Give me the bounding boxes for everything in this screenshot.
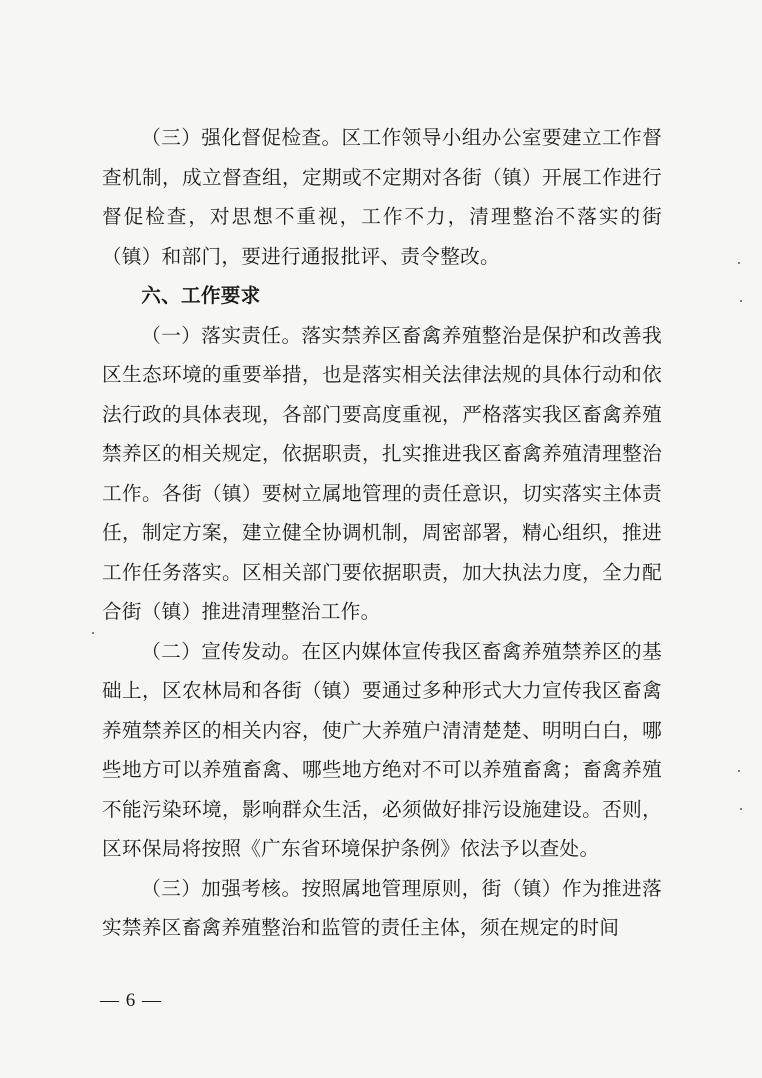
scan-speck (738, 770, 740, 772)
scan-speck (92, 632, 94, 634)
paragraph-publicity: （二）宣传发动。在区内媒体宣传我区畜禽养殖禁养区的基础上，区农林局和各街（镇）要通过多种形式大力宣传我区畜禽养殖禁养区的相关内容，使广大养殖户清清楚楚、明明白白，哪些地方可以养殖畜禽、哪些地方绝对不可以养殖畜禽；畜禽养殖不能污染环境，影响群众生活，必须做好排污设施建设。否则，区环保局将按照《广东省环境保护条例》依法予以查处。 (102, 639, 662, 860)
paragraph-supervision: （三）强化督促检查。区工作领导小组办公室要建立工作督查机制，成立督查组，定期或不定期对各街（镇）开展工作进行督促检查，对思想不重视，工作不力，清理整治不落实的街（镇）和部门，要进行通报批评、责令整改。 (102, 126, 662, 268)
document-body (102, 118, 662, 948)
page-number: — 6 — (100, 990, 162, 1011)
scan-speck (740, 808, 742, 810)
paragraph-responsibility: （一）落实责任。落实禁养区畜禽养殖整治是保护和改善我区生态环境的重要举措，也是落实相关法律法规的具体行动和依法行政的具体表现，各部门要高度重视，严格落实我区畜禽养殖禁养区的相关规定，依据职责，扎实推进我区畜禽养殖清理整治工作。各街（镇）要树立属地管理的责任意识，切实落实主体责任，制定方案，建立健全协调机制，周密部署，精心组织，推进工作任务落实。区相关部门要依据职责，加大执法力度，全力配合街（镇）推进清理整治工作。 (102, 323, 662, 623)
paragraph-assessment: （三）加强考核。按照属地管理原则，街（镇）作为推进落实禁养区畜禽养殖整治和监管的责任主体，须在规定的时间 (102, 876, 662, 939)
section-heading-work-requirements: 六、工作要求 (141, 284, 261, 307)
scan-speck (740, 300, 742, 302)
scan-speck (738, 262, 740, 264)
